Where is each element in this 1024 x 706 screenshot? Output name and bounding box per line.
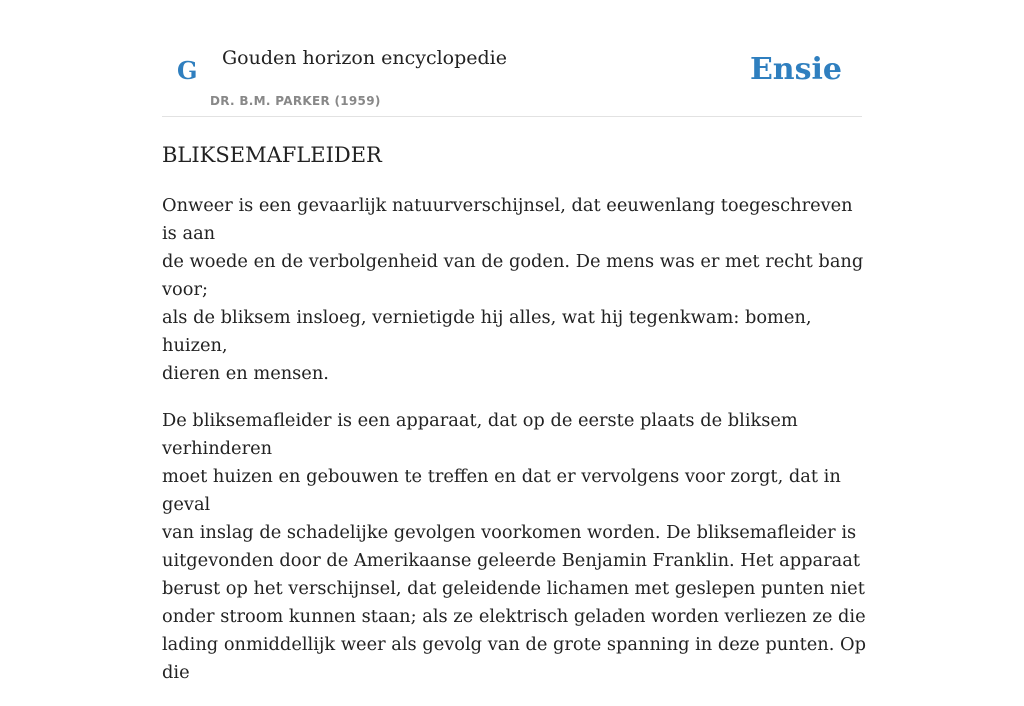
book-author: DR. B.M. PARKER (1959) (210, 94, 381, 108)
ensie-logo[interactable]: Ensie (749, 52, 842, 87)
article-paragraph: De bliksemafleider is een apparaat, dat op de eerste plaats de bliksem verhinderen moet huizen en gebouwen te treffen en dat er vervolgens voor zorgt, dat in geval van inslag de schadelijke gevolgen voorkomen worden. De bliksemafleider is uitgevonden door de Amerikaanse geleerde Benjamin Franklin. Het apparaat berust op het verschijnsel, dat geleidende lichamen met geslepen punten niet onder stroom kunnen staan; als ze elektrisch geladen worden verliezen ze die lading onmiddellijk weer als gevolg van de grote spanning in deze punten. Op die (162, 410, 867, 683)
page-header (162, 0, 862, 117)
book-title[interactable]: Gouden horizon encyclopedie (222, 47, 507, 69)
article-body (162, 192, 872, 706)
book-logo-icon[interactable]: G (177, 56, 198, 85)
article-title: BLIKSEMAFLEIDER (162, 143, 382, 167)
article-paragraph: Onweer is een gevaarlijk natuurverschijnsel, dat eeuwenlang toegeschreven is aan de woede en de verbolgenheid van de goden. De mens was er met recht bang voor; als de bliksem insloeg, vernietigde hij alles, wat hij tegenkwam: bomen, huizen, dieren en mensen. (162, 195, 864, 384)
